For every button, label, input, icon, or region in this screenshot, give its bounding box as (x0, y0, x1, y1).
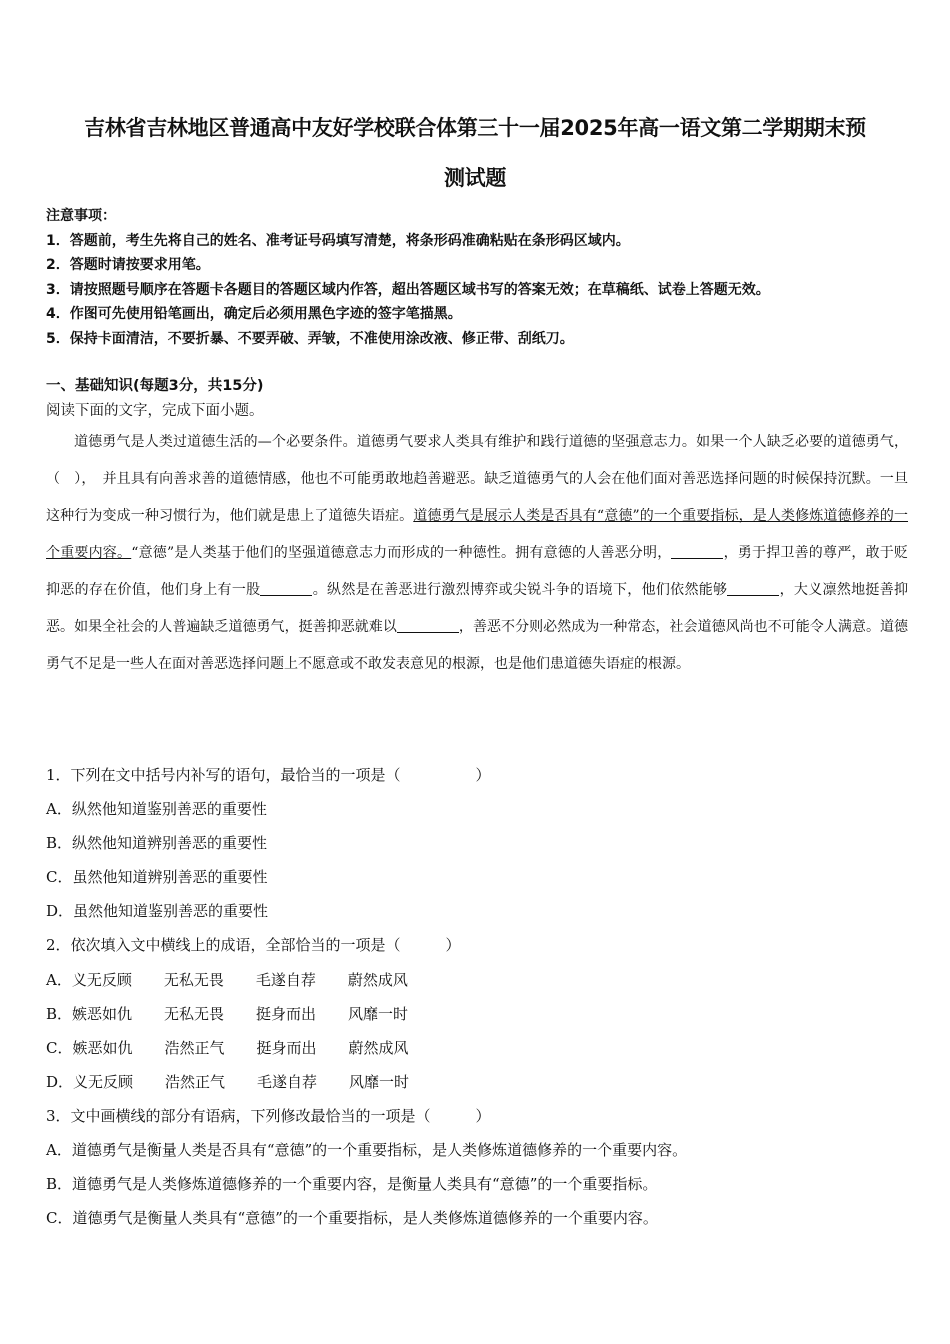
q1-option-a: A．纵然他知道鉴别善恶的重要性 (46, 800, 267, 819)
section-instruction: 阅读下面的文字，完成下面小题。 (46, 403, 264, 419)
option-label: B． (46, 1004, 73, 1023)
fill-blank-3 (727, 581, 779, 596)
idiom: 浩然正气 (164, 1038, 225, 1057)
passage-text: “意德”是人类基于他们的坚强道德意志力而形成的一种德性。拥有意德的人善恶分明， (131, 545, 672, 561)
q3-option-b: B．道德勇气是人类修炼道德修养的一个重要内容，是衡量人类具有“意德”的一个重要指标。 (46, 1175, 658, 1194)
underlined-sentence: 道德勇气是展示人类是否具有“意德”的一个重要指标，是人类修炼道德修养的一个重要内容。 (46, 508, 909, 561)
notice-item: 1．答题前，考生先将自己的姓名、准考证号码填写清楚，将条形码准确粘贴在条形码区域内。 (46, 232, 630, 249)
idiom: 毛遂自荐 (257, 1072, 318, 1091)
passage-text: 。纵然是在善恶进行激烈博弈或尖锐斗争的语境下，他们依然能够 (312, 582, 728, 598)
idiom: 无私无畏 (164, 1004, 225, 1023)
notice-item: 3．请按照题号顺序在答题卡各题目的答题区域内作答，超出答题区域书写的答案无效；在草稿纸、试卷上答题无效。 (46, 281, 770, 298)
idiom: 蔚然成风 (347, 970, 408, 989)
question-1-stem: 1．下列在文中括号内补写的语句，最恰当的一项是（ ） (46, 766, 491, 784)
q3-option-a: A．道德勇气是衡量人类是否具有“意德”的一个重要指标，是人类修炼道德修养的一个重要内容。 (46, 1141, 688, 1160)
reading-passage (46, 424, 908, 683)
exam-title-line2: 测试题 (443, 166, 507, 190)
notice-section (46, 204, 916, 352)
fill-blank-2 (260, 581, 312, 596)
idiom: 嫉恶如仇 (72, 1004, 133, 1023)
q2-option-d (46, 1065, 916, 1099)
idiom: 义无反顾 (73, 1072, 134, 1091)
passage-text: ，勇于捍卫善的尊严，敢于贬抑恶的存在价值，他们身上有一股 (46, 545, 909, 598)
section-title: 一、基础知识(每题3分，共15分) (46, 378, 264, 394)
q1-option-d: D．虽然他知道鉴别善恶的重要性 (46, 902, 269, 921)
option-label: C． (46, 1038, 73, 1057)
option-label: D． (46, 1072, 74, 1091)
notice-item: 2．答题时请按要求用笔。 (46, 257, 210, 274)
fill-blank-4 (397, 618, 459, 633)
notice-item: 4．作图可先使用铅笔画出，确定后必须用黑色字迹的签字笔描黑。 (46, 306, 462, 323)
q1-option-c: C．虽然他知道辨别善恶的重要性 (46, 868, 268, 887)
idiom: 挺身而出 (256, 1038, 317, 1057)
idiom: 浩然正气 (165, 1072, 226, 1091)
fill-blank-1 (671, 544, 723, 559)
question-3-stem: 3．文中画横线的部分有语病，下列修改最恰当的一项是（ ） (46, 1106, 491, 1125)
passage-text: 道德勇气是人类过道德生活的—个必要条件。道德勇气要求人类具有维护和践行道德的坚强意志力。如果一个人缺乏必要的道德勇气，（ ）， 并且具有向善求善的道德情感，他也不可能勇敢地趋善避恶。缺乏道德勇气的人会在他们面对善恶选择问题的时候保持沉默。一旦这种行为变成一种习惯行为，他们就是患上了道德失语症。 (46, 434, 908, 524)
idiom: 风靡一时 (348, 1004, 409, 1023)
passage-text: ，大义凛然地挺善抑恶。如果全社会的人普遍缺乏道德勇气，挺善抑恶就难以 (46, 582, 909, 635)
idiom: 无私无畏 (163, 970, 224, 989)
notice-item: 5．保持卡面清洁，不要折暴、不要弄破、弄皱，不准使用涂改液、修正带、刮纸刀。 (46, 330, 574, 347)
q3-option-c: C．道德勇气是衡量人类具有“意德”的一个重要指标，是人类修炼道德修养的一个重要内容。 (46, 1209, 658, 1228)
q1-option-b: B．纵然他知道辨别善恶的重要性 (46, 834, 268, 853)
idiom: 风靡一时 (349, 1072, 410, 1091)
notice-heading: 注意事项： (46, 208, 116, 224)
idiom: 义无反顾 (71, 970, 132, 989)
idiom: 挺身而出 (256, 1004, 317, 1023)
passage-text: ，善恶不分则必然成为一种常态，社会道德风尚也不可能令人满意。道德勇气不足是一些人在面对善恶选择问题上不愿意或不敢发表意见的根源，也是他们患道德失语症的根源。 (46, 619, 909, 672)
option-label: A． (46, 970, 72, 989)
questions (46, 758, 916, 1235)
idiom: 蔚然成风 (348, 1038, 409, 1057)
idiom: 嫉恶如仇 (72, 1038, 133, 1057)
idiom: 毛遂自荐 (255, 970, 316, 989)
q2-option-b (46, 997, 916, 1031)
q2-option-c (46, 1031, 916, 1065)
question-2-stem: 2．依次填入文中横线上的成语，全部恰当的一项是（ ） (46, 936, 461, 955)
exam-title-line1: 吉林省吉林地区普通高中友好学校联合体第三十一届2025年高一语文第二学期期末预 (84, 116, 866, 140)
q2-option-a (46, 963, 916, 997)
